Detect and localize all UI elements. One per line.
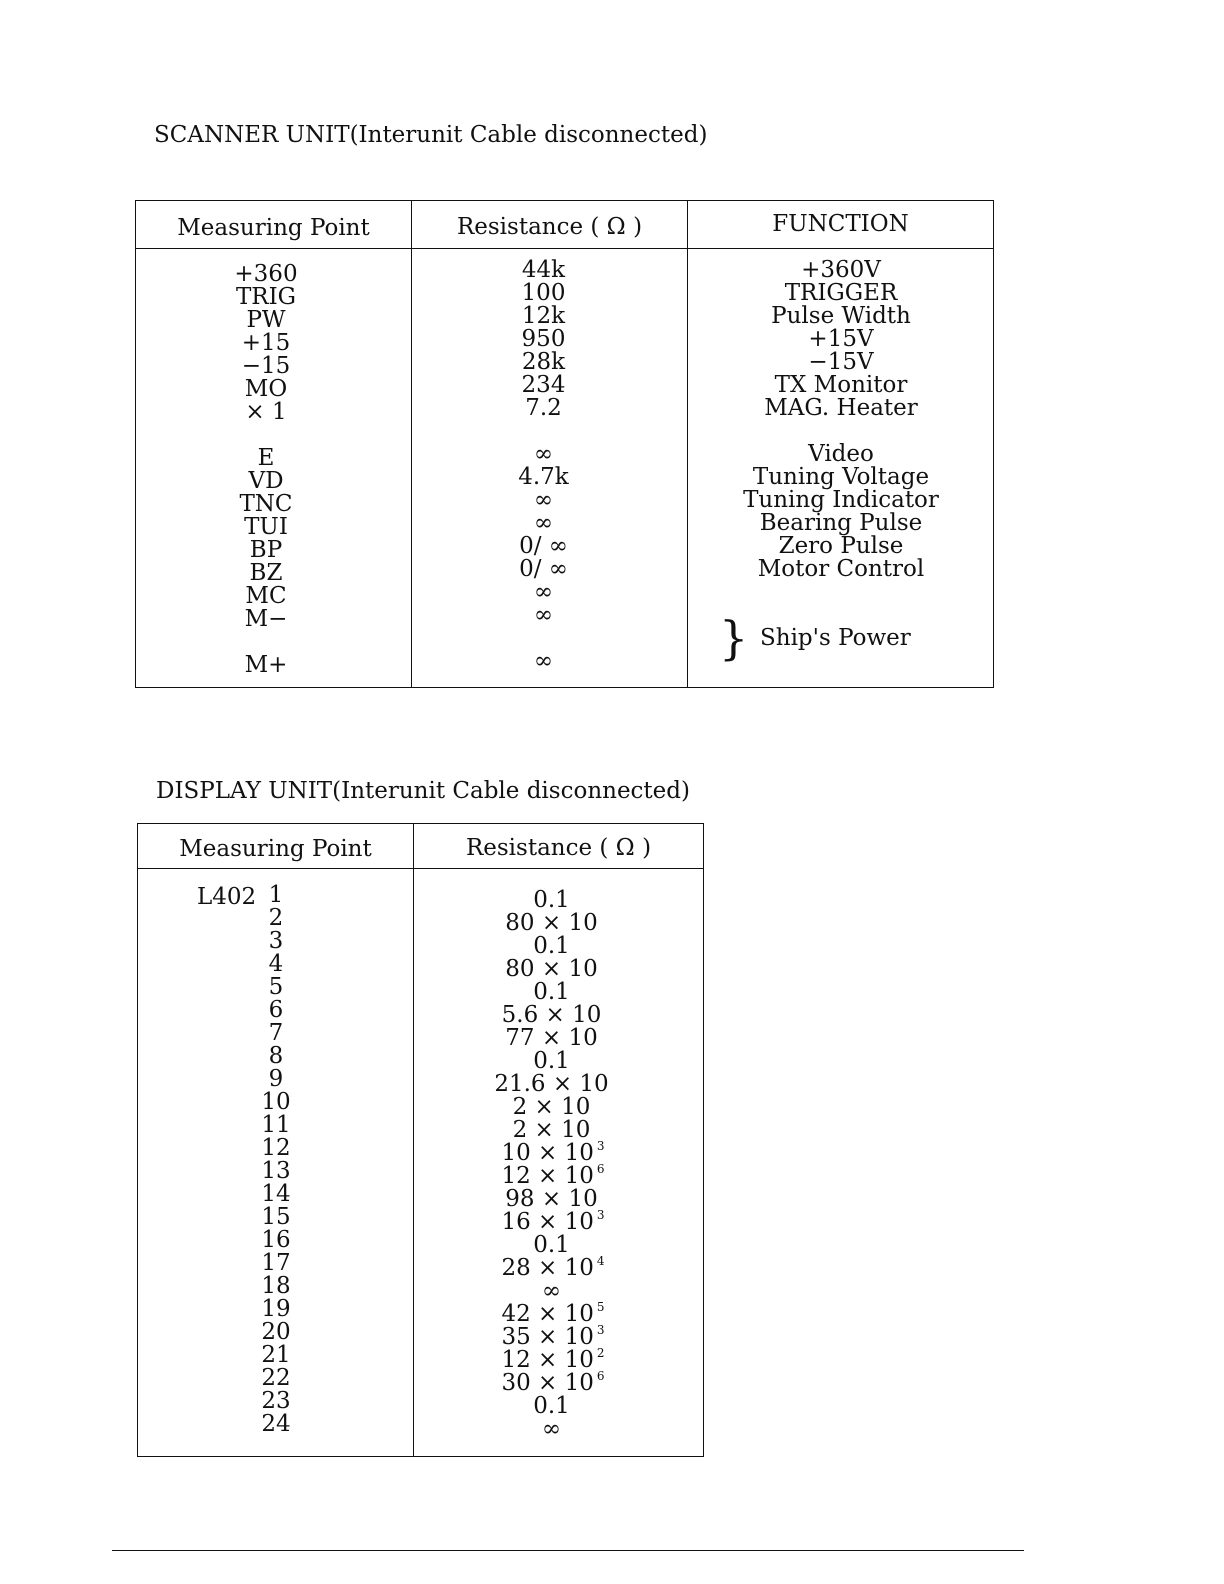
column-divider (413, 824, 414, 1456)
resistance-cell (476, 627, 611, 650)
resistance-cell: ∞ (533, 510, 554, 536)
resistance-cell (464, 1112, 642, 1143)
resistance-cell: 7.2 (525, 395, 562, 421)
resistance-exponent: 3 (596, 1323, 605, 1337)
resistance-value: 0.1 (533, 887, 570, 913)
resistance-value: 28 × 10 (501, 1255, 594, 1281)
pin-cell: 14 (261, 1181, 291, 1207)
resistance-cell: 28k (521, 349, 566, 375)
measuring-point-cell: PW (246, 307, 286, 333)
measuring-point-cell: TUI (244, 514, 288, 540)
resistance-cell (464, 1020, 642, 1051)
function-cell: Pulse Width (771, 303, 911, 329)
header-resistance: Resistance ( Ω ) (465, 835, 652, 861)
resistance-cell: ∞ (533, 648, 554, 674)
resistance-cell (476, 420, 611, 443)
resistance-value: 0.1 (533, 1232, 570, 1258)
resistance-cell (464, 1066, 642, 1097)
resistance-cell (464, 1089, 642, 1120)
display-resistance-table (137, 823, 704, 1457)
resistance-cell (464, 928, 642, 959)
header-resistance: Resistance ( Ω ) (456, 214, 643, 240)
page-bottom-rule (112, 1550, 1024, 1551)
resistance-cell: 950 (521, 326, 566, 352)
pin-cell: 20 (261, 1319, 291, 1345)
resistance-cell (464, 1319, 642, 1350)
resistance-exponent: 6 (596, 1369, 605, 1383)
measuring-point-cell: −15 (241, 353, 291, 379)
resistance-exponent: 6 (596, 1162, 605, 1176)
resistance-cell: ∞ (533, 579, 554, 605)
resistance-cell: ∞ (533, 602, 554, 628)
resistance-exponent: 2 (596, 1346, 605, 1360)
pin-cell: 13 (261, 1158, 291, 1184)
resistance-cell (464, 997, 642, 1028)
pin-cell: 4 (268, 951, 284, 977)
pin-cell: 9 (268, 1066, 284, 1092)
function-column (716, 259, 966, 581)
bracket-icon: } (719, 611, 749, 665)
resistance-cell (464, 1204, 642, 1235)
function-cell: MAG. Heater (764, 395, 918, 421)
resistance-cell (464, 905, 642, 936)
measuring-point-cell: +360 (234, 261, 298, 287)
pin-cell: 19 (261, 1296, 291, 1322)
resistance-cell: 234 (521, 372, 566, 398)
resistance-cell (464, 1388, 642, 1419)
measuring-point-cell (196, 631, 336, 654)
pin-cell: 22 (261, 1365, 291, 1391)
resistance-value: 30 × 10 (501, 1370, 594, 1396)
resistance-cell (464, 974, 642, 1005)
measuring-point-cell: M− (244, 606, 288, 632)
function-cell: Bearing Pulse (759, 510, 923, 536)
measuring-point-cell: MC (245, 583, 287, 609)
measuring-point-cell: × 1 (245, 399, 287, 425)
measuring-point-cell: E (257, 445, 275, 471)
resistance-value: 77 × 10 (505, 1025, 598, 1051)
resistance-value: ∞ (541, 1416, 562, 1442)
resistance-exponent: 5 (596, 1300, 605, 1314)
measuring-point-cell: TRIG (235, 284, 297, 310)
resistance-cell (464, 1043, 642, 1074)
scanner-unit-title: SCANNER UNIT(Interunit Cable disconnected) (154, 122, 708, 148)
resistance-value: 0.1 (533, 1048, 570, 1074)
resistance-cell (464, 1342, 642, 1373)
function-cell: Video (808, 441, 874, 467)
resistance-cell: 0/ ∞ (519, 556, 568, 582)
pin-cell: 12 (261, 1135, 291, 1161)
resistance-value: 16 × 10 (501, 1209, 594, 1235)
pin-cell: 11 (261, 1112, 291, 1138)
header-function: FUNCTION (772, 211, 909, 237)
resistance-cell: ∞ (533, 441, 554, 467)
resistance-column (476, 259, 611, 673)
pin-cell: 1 (268, 882, 284, 908)
resistance-value: 10 × 10 (501, 1140, 594, 1166)
pin-cell: 24 (261, 1411, 291, 1437)
column-divider (687, 201, 688, 687)
resistance-cell: 0/ ∞ (519, 533, 568, 559)
measuring-point-cell: BZ (249, 560, 283, 586)
resistance-value: 98 × 10 (505, 1186, 598, 1212)
pin-cell: 6 (268, 997, 284, 1023)
header-measuring-point: Measuring Point (177, 215, 370, 241)
resistance-cell: 4.7k (518, 464, 569, 490)
pin-cell: 8 (268, 1043, 284, 1069)
function-cell: +15V (808, 326, 874, 352)
resistance-cell (464, 1158, 642, 1189)
resistance-cell (464, 1296, 642, 1327)
resistance-value: 0.1 (533, 979, 570, 1005)
resistance-value: 35 × 10 (501, 1324, 594, 1350)
resistance-exponent: 3 (596, 1139, 605, 1153)
function-cell: Motor Control (757, 556, 925, 582)
resistance-value: 0.1 (533, 1393, 570, 1419)
resistance-cell: 12k (521, 303, 566, 329)
pin-cell: 10 (261, 1089, 291, 1115)
resistance-column (464, 882, 642, 1442)
resistance-value: 5.6 × 10 (501, 1002, 602, 1028)
pin-cell: 3 (268, 928, 284, 954)
resistance-exponent: 3 (596, 1208, 605, 1222)
resistance-cell: 100 (521, 280, 566, 306)
measuring-point-column (196, 263, 336, 677)
resistance-value: 21.6 × 10 (494, 1071, 609, 1097)
function-cell: Tuning Voltage (752, 464, 930, 490)
resistance-value: 12 × 10 (501, 1163, 594, 1189)
scanner-resistance-table (135, 200, 994, 688)
resistance-cell (464, 882, 642, 913)
pin-cell: 23 (261, 1388, 291, 1414)
resistance-cell (464, 1411, 642, 1442)
resistance-cell (464, 1227, 642, 1258)
pin-column (256, 884, 296, 1436)
header-measuring-point: Measuring Point (179, 836, 372, 862)
connector-label: L402 (197, 884, 257, 910)
resistance-cell (464, 1273, 642, 1304)
measuring-point-cell (196, 424, 336, 447)
measuring-point-cell: M+ (244, 652, 288, 678)
resistance-cell (464, 1250, 642, 1281)
function-cell: TRIGGER (784, 280, 898, 306)
function-cell: Zero Pulse (778, 533, 904, 559)
resistance-cell: 44k (521, 257, 566, 283)
pin-cell: 16 (261, 1227, 291, 1253)
function-cell (716, 420, 966, 443)
resistance-cell (464, 1135, 642, 1166)
function-cell: −15V (808, 349, 874, 375)
resistance-value: 12 × 10 (501, 1347, 594, 1373)
measuring-point-cell: TNC (239, 491, 293, 517)
resistance-value: 2 × 10 (512, 1094, 591, 1120)
pin-cell: 18 (261, 1273, 291, 1299)
measuring-point-cell: BP (249, 537, 283, 563)
function-cell: Tuning Indicator (743, 487, 939, 513)
measuring-point-cell: MO (244, 376, 288, 402)
resistance-value: 80 × 10 (505, 910, 598, 936)
pin-cell: 2 (268, 905, 284, 931)
resistance-cell (464, 951, 642, 982)
pin-cell: 5 (268, 974, 284, 1000)
resistance-cell (464, 1181, 642, 1212)
resistance-exponent: 4 (596, 1254, 605, 1268)
display-unit-title: DISPLAY UNIT(Interunit Cable disconnected) (156, 778, 690, 804)
resistance-cell (464, 1365, 642, 1396)
measuring-point-cell: VD (248, 468, 284, 494)
header-divider (136, 248, 993, 249)
resistance-value: 0.1 (533, 933, 570, 959)
resistance-value: 80 × 10 (505, 956, 598, 982)
pin-cell: 21 (261, 1342, 291, 1368)
resistance-value: ∞ (541, 1278, 562, 1304)
ships-power-label: Ship's Power (760, 625, 911, 651)
resistance-value: 42 × 10 (501, 1301, 594, 1327)
function-cell: +360V (801, 257, 881, 283)
pin-cell: 17 (261, 1250, 291, 1276)
function-cell: TX Monitor (774, 372, 908, 398)
measuring-point-cell: +15 (241, 330, 291, 356)
column-divider (411, 201, 412, 687)
pin-cell: 7 (268, 1020, 284, 1046)
resistance-cell: ∞ (533, 487, 554, 513)
pin-cell: 15 (261, 1204, 291, 1230)
resistance-value: 2 × 10 (512, 1117, 591, 1143)
header-divider (138, 868, 703, 869)
